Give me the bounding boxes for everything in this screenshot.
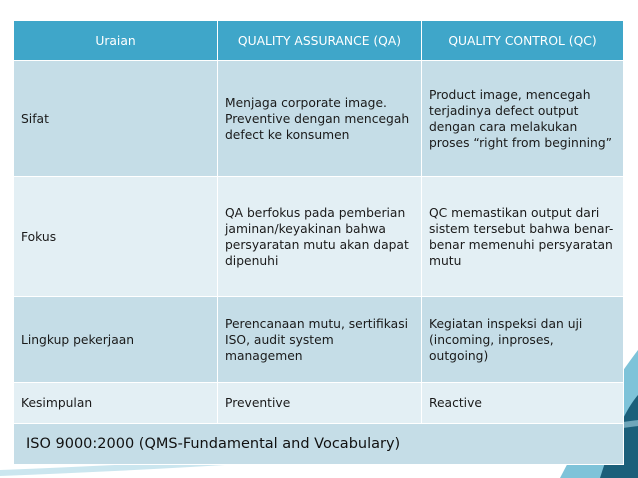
qa-cell: Preventive: [218, 383, 422, 424]
qc-cell: Reactive: [422, 383, 624, 424]
table-row-lingkup-pekerjaan: [14, 297, 624, 383]
qa-cell: Perencanaan mutu, sertifikasi ISO, audit system managemen: [218, 297, 422, 383]
table-row-fokus: [14, 177, 624, 297]
qc-cell: Product image, mencegah terjadinya defect output dengan cara melakukan proses “right from beginning”: [422, 61, 624, 177]
row-label: Lingkup pekerjaan: [14, 297, 218, 383]
header-uraian: Uraian: [14, 21, 218, 61]
qa-cell: Menjaga corporate image. Preventive dengan mencegah defect ke konsumen: [218, 61, 422, 177]
qc-cell: QC memastikan output dari sistem tersebut bahwa benar-benar memenuhi persyaratan mutu: [422, 177, 624, 297]
header-quality-assurance: QUALITY ASSURANCE (QA): [218, 21, 422, 61]
row-label: Kesimpulan: [14, 383, 218, 424]
qa-qc-comparison-table: [13, 20, 624, 465]
iso-reference-note: ISO 9000:2000 (QMS-Fundamental and Vocabulary): [14, 424, 624, 465]
qa-cell: QA berfokus pada pemberian jaminan/keyakinan bahwa persyaratan mutu akan dapat dipenuhi: [218, 177, 422, 297]
table-row-kesimpulan: [14, 383, 624, 424]
row-label: Sifat: [14, 61, 218, 177]
row-label: Fokus: [14, 177, 218, 297]
table-row-sifat: [14, 61, 624, 177]
header-quality-control: QUALITY CONTROL (QC): [422, 21, 624, 61]
qc-cell: Kegiatan inspeksi dan uji (incoming, inproses, outgoing): [422, 297, 624, 383]
table-header-row: [14, 21, 624, 61]
table-footer-row: [14, 424, 624, 465]
